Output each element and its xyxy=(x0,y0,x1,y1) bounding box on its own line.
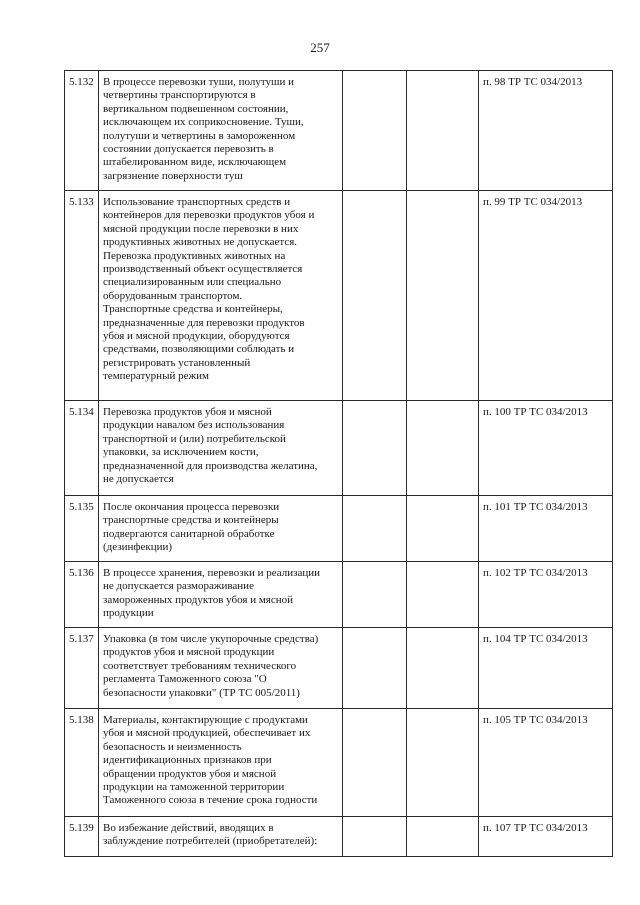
requirement-text: После окончания процесса перевозки транспортные средства и контейнеры подвергаются санитарной обработке (дезинфекции) xyxy=(99,496,343,562)
empty-cell xyxy=(343,817,407,857)
table-row xyxy=(65,71,613,191)
empty-cell xyxy=(407,496,479,562)
reference: п. 104 ТР ТС 034/2013 xyxy=(479,628,613,709)
empty-cell xyxy=(343,562,407,628)
page-number: 257 xyxy=(310,40,330,55)
requirement-text: Материалы, контактирующие с продуктами убоя и мясной продукцией, обеспечивает их безопасность и неизменность идентификационных признаков при обращении продуктов убоя и мясной продукции на таможенной территории Таможенного союза в течение срока годности xyxy=(99,709,343,817)
empty-cell xyxy=(407,191,479,401)
item-number: 5.139 xyxy=(65,817,99,857)
empty-cell xyxy=(343,71,407,191)
empty-cell xyxy=(343,709,407,817)
table-row xyxy=(65,709,613,817)
empty-cell xyxy=(343,191,407,401)
item-number: 5.138 xyxy=(65,709,99,817)
item-number: 5.135 xyxy=(65,496,99,562)
reference: п. 99 ТР ТС 034/2013 xyxy=(479,191,613,401)
requirement-text: Перевозка продуктов убоя и мясной продукции навалом без использования транспортной и (или) потребительской упаковки, за исключением кости, предназначенной для производства желатина, не допускается xyxy=(99,401,343,496)
table-row xyxy=(65,191,613,401)
item-number: 5.137 xyxy=(65,628,99,709)
reference: п. 102 ТР ТС 034/2013 xyxy=(479,562,613,628)
reference: п. 107 ТР ТС 034/2013 xyxy=(479,817,613,857)
item-number: 5.134 xyxy=(65,401,99,496)
table-row xyxy=(65,628,613,709)
empty-cell xyxy=(407,817,479,857)
table-row xyxy=(65,817,613,857)
table-row xyxy=(65,401,613,496)
requirement-text: Использование транспортных средств и контейнеров для перевозки продуктов убоя и мясной продукции после перевозки в них продуктивных животных не допускается. Перевозка продуктивных животных на производственный объект осуществляется специализированным или специально оборудованным транспортом. Транспортные средства и контейнеры, предназначенные для перевозки продуктов убоя и мясной продукции, оборудуются средствами, позволяющими соблюдать и регистрировать установленный температурный режим xyxy=(99,191,343,401)
empty-cell xyxy=(407,709,479,817)
reference: п. 98 ТР ТС 034/2013 xyxy=(479,71,613,191)
empty-cell xyxy=(343,401,407,496)
item-number: 5.132 xyxy=(65,71,99,191)
empty-cell xyxy=(407,628,479,709)
reference: п. 105 ТР ТС 034/2013 xyxy=(479,709,613,817)
empty-cell xyxy=(407,562,479,628)
item-number: 5.133 xyxy=(65,191,99,401)
empty-cell xyxy=(407,401,479,496)
requirements-table xyxy=(64,70,613,857)
reference: п. 100 ТР ТС 034/2013 xyxy=(479,401,613,496)
empty-cell xyxy=(407,71,479,191)
table-row xyxy=(65,562,613,628)
requirement-text: В процессе хранения, перевозки и реализации не допускается размораживание замороженных продуктов убоя и мясной продукции xyxy=(99,562,343,628)
empty-cell xyxy=(343,628,407,709)
requirement-text: Упаковка (в том числе укупорочные средства) продуктов убоя и мясной продукции соответствует требованиям технического регламента Таможенного союза "О безопасности упаковки" (ТР ТС 005/2011) xyxy=(99,628,343,709)
empty-cell xyxy=(343,496,407,562)
requirement-text: В процессе перевозки туши, полутуши и четвертины транспортируются в вертикальном подвешенном состоянии, исключающем их соприкосновение. Туши, полутуши и четвертины в замороженном состоянии допускается перевозить в штабелированном виде, исключающем загрязнение поверхности туш xyxy=(99,71,343,191)
reference: п. 101 ТР ТС 034/2013 xyxy=(479,496,613,562)
item-number: 5.136 xyxy=(65,562,99,628)
requirement-text: Во избежание действий, вводящих в заблуждение потребителей (приобретателей): xyxy=(99,817,343,857)
table-row xyxy=(65,496,613,562)
